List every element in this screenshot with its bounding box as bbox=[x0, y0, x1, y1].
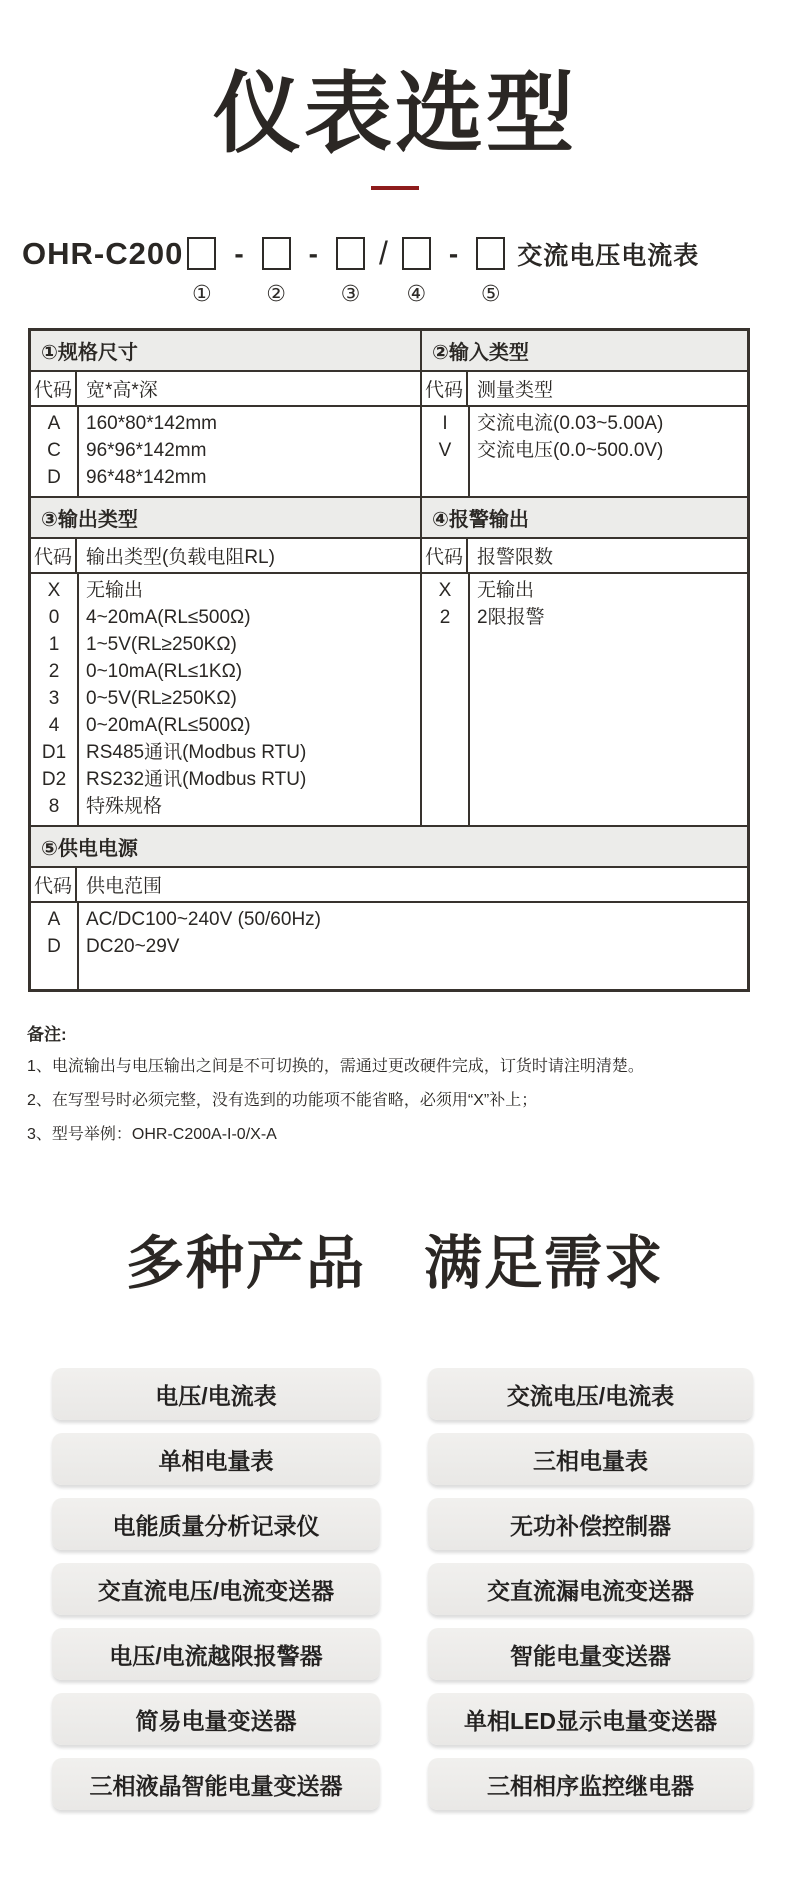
row-desc: 特殊规格 bbox=[86, 796, 163, 817]
model-separator: - bbox=[308, 237, 318, 269]
data-input-type bbox=[422, 407, 747, 496]
table-row bbox=[31, 933, 747, 960]
product-button-single-phase-led-transmitter[interactable]: 单相LED显示电量变送器 bbox=[428, 1693, 753, 1745]
model-marker-5: ⑤ bbox=[480, 281, 501, 306]
table-row bbox=[31, 766, 420, 793]
row-desc: 96*48*142mm bbox=[86, 467, 207, 488]
subheader-power-supply bbox=[31, 868, 747, 903]
model-box-1 bbox=[187, 237, 216, 306]
model-separator: - bbox=[448, 237, 459, 269]
row-code: C bbox=[47, 440, 61, 461]
subheader-input-type bbox=[422, 372, 747, 407]
accent-divider bbox=[371, 186, 419, 190]
note-item-1: 1、电流输出与电压输出之间是不可切换的，需通过更改硬件完成，订货时请注明清楚。 bbox=[27, 1058, 644, 1075]
section-header-alarm-output: ④报警输出 bbox=[422, 496, 747, 539]
model-separator: - bbox=[234, 237, 244, 269]
model-separator: / bbox=[378, 235, 388, 271]
subheader-output-type bbox=[31, 539, 422, 574]
subheader-alarm-output bbox=[422, 539, 747, 574]
row-code: 4 bbox=[48, 715, 60, 736]
notes-section bbox=[27, 1020, 790, 1152]
row-desc: 0~10mA(RL≤1KΩ) bbox=[86, 661, 243, 682]
row-code: D bbox=[47, 936, 61, 957]
product-button-three-phase-lcd-transmitter[interactable]: 三相液晶智能电量变送器 bbox=[52, 1758, 380, 1810]
product-button-phase-sequence-relay[interactable]: 三相相序监控继电器 bbox=[428, 1758, 753, 1810]
row-code: V bbox=[438, 440, 452, 461]
placeholder-box-icon bbox=[187, 237, 216, 270]
model-code-row bbox=[22, 235, 790, 306]
table-row bbox=[31, 793, 420, 820]
row-desc: 2限报警 bbox=[477, 607, 545, 628]
row-desc: RS485通讯(Modbus RTU) bbox=[86, 742, 307, 763]
row-code: 3 bbox=[48, 688, 60, 709]
product-button-acdc-voltage-current-transmitter[interactable]: 交直流电压/电流变送器 bbox=[52, 1563, 380, 1615]
table-row bbox=[31, 685, 420, 712]
row-code: X bbox=[47, 580, 61, 601]
product-button-voltage-current-meter[interactable]: 电压/电流表 bbox=[52, 1368, 380, 1420]
row-code: D2 bbox=[41, 769, 67, 790]
spec-table bbox=[28, 328, 750, 992]
note-item-3: 3、型号举例：OHR-C200A-I-0/X-A bbox=[27, 1126, 277, 1143]
section-header-power-supply: ⑤供电电源 bbox=[31, 825, 747, 868]
column-header-code: 代码 bbox=[31, 372, 77, 405]
table-row bbox=[31, 631, 420, 658]
model-marker-4: ④ bbox=[406, 281, 427, 306]
table-row bbox=[31, 577, 420, 604]
row-desc: 交流电流(0.03~5.00A) bbox=[477, 413, 664, 434]
product-button-smart-power-transmitter[interactable]: 智能电量变送器 bbox=[428, 1628, 753, 1680]
model-box-5 bbox=[476, 237, 505, 306]
row-code: 1 bbox=[48, 634, 60, 655]
page-title: 仪表选型 bbox=[212, 64, 577, 163]
product-button-reactive-compensation-controller[interactable]: 无功补偿控制器 bbox=[428, 1498, 753, 1550]
row-desc: DC20~29V bbox=[86, 936, 180, 957]
column-header-desc: 宽*高*深 bbox=[86, 380, 158, 401]
row-desc: 无输出 bbox=[86, 580, 144, 601]
row-desc: AC/DC100~240V (50/60Hz) bbox=[86, 909, 321, 930]
placeholder-box-icon bbox=[336, 237, 365, 270]
row-code: I bbox=[442, 413, 448, 434]
table-row bbox=[31, 739, 420, 766]
note-item-2: 2、在写型号时必须完整，没有选到的功能项不能省略，必须用“X”补上； bbox=[27, 1092, 538, 1109]
row-desc: 4~20mA(RL≤500Ω) bbox=[86, 607, 251, 628]
section-header-dimensions: ①规格尺寸 bbox=[31, 331, 422, 372]
row-code: 2 bbox=[48, 661, 60, 682]
column-header-desc: 供电范围 bbox=[86, 876, 163, 897]
placeholder-box-icon bbox=[402, 237, 431, 270]
product-button-acdc-leakage-current-transmitter[interactable]: 交直流漏电流变送器 bbox=[428, 1563, 753, 1615]
product-button-ac-voltage-current-meter[interactable]: 交流电压/电流表 bbox=[428, 1368, 753, 1420]
row-code: A bbox=[47, 413, 61, 434]
table-row bbox=[31, 437, 420, 464]
column-header-code: 代码 bbox=[31, 539, 77, 572]
model-marker-2: ② bbox=[266, 281, 287, 306]
row-desc: 无输出 bbox=[477, 580, 535, 601]
table-row bbox=[422, 577, 747, 604]
table-row bbox=[31, 604, 420, 631]
placeholder-box-icon bbox=[262, 237, 291, 270]
row-desc: 交流电压(0.0~500.0V) bbox=[477, 440, 664, 461]
table-row bbox=[31, 410, 420, 437]
table-row bbox=[31, 464, 420, 491]
data-power-supply bbox=[31, 903, 747, 989]
products-headline-right: 满足需求 bbox=[424, 1231, 665, 1296]
column-header-desc: 输出类型(负载电阻RL) bbox=[86, 547, 275, 568]
table-row bbox=[422, 437, 747, 464]
row-desc: 160*80*142mm bbox=[86, 413, 217, 434]
product-button-power-quality-recorder[interactable]: 电能质量分析记录仪 bbox=[52, 1498, 380, 1550]
model-marker-3: ③ bbox=[340, 281, 361, 306]
model-marker-1: ① bbox=[191, 281, 212, 306]
section-header-output-type: ③输出类型 bbox=[31, 496, 422, 539]
column-header-desc: 测量类型 bbox=[477, 380, 554, 401]
row-code: X bbox=[438, 580, 452, 601]
data-dimensions bbox=[31, 407, 422, 496]
model-prefix: OHR-C200 bbox=[22, 235, 184, 271]
table-row bbox=[422, 410, 747, 437]
model-box-3 bbox=[336, 237, 365, 306]
table-row bbox=[31, 658, 420, 685]
products-headline bbox=[0, 1216, 790, 1300]
placeholder-box-icon bbox=[476, 237, 505, 270]
row-code: D bbox=[47, 467, 61, 488]
product-button-three-phase-meter[interactable]: 三相电量表 bbox=[428, 1433, 753, 1485]
data-alarm-output bbox=[422, 574, 747, 825]
product-button-limit-alarm[interactable]: 电压/电流越限报警器 bbox=[52, 1628, 380, 1680]
row-desc: RS232通讯(Modbus RTU) bbox=[86, 769, 307, 790]
row-code: 8 bbox=[48, 796, 60, 817]
row-code: D1 bbox=[41, 742, 67, 763]
row-desc: 0~5V(RL≥250KΩ) bbox=[86, 688, 237, 709]
row-desc: 0~20mA(RL≤500Ω) bbox=[86, 715, 251, 736]
notes-label: 备注: bbox=[27, 1025, 67, 1044]
model-box-2 bbox=[262, 237, 291, 306]
data-output-type bbox=[31, 574, 422, 825]
row-code: 0 bbox=[48, 607, 60, 628]
products-headline-left: 多种产品 bbox=[125, 1231, 366, 1296]
product-button-simple-power-transmitter[interactable]: 简易电量变送器 bbox=[52, 1693, 380, 1745]
subheader-dimensions bbox=[31, 372, 422, 407]
column-header-code: 代码 bbox=[422, 372, 468, 405]
table-row bbox=[31, 906, 747, 933]
row-code: A bbox=[47, 909, 61, 930]
table-row bbox=[422, 604, 747, 631]
product-button-grid bbox=[52, 1368, 753, 1810]
row-desc: 96*96*142mm bbox=[86, 440, 207, 461]
column-header-code: 代码 bbox=[31, 868, 77, 901]
table-row bbox=[31, 712, 420, 739]
column-header-code: 代码 bbox=[422, 539, 468, 572]
section-header-input-type: ②输入类型 bbox=[422, 331, 747, 372]
column-header-desc: 报警限数 bbox=[477, 547, 554, 568]
model-suffix: 交流电压电流表 bbox=[517, 241, 700, 270]
row-code: 2 bbox=[439, 607, 451, 628]
model-box-4 bbox=[402, 237, 431, 306]
product-button-single-phase-meter[interactable]: 单相电量表 bbox=[52, 1433, 380, 1485]
row-desc: 1~5V(RL≥250KΩ) bbox=[86, 634, 237, 655]
